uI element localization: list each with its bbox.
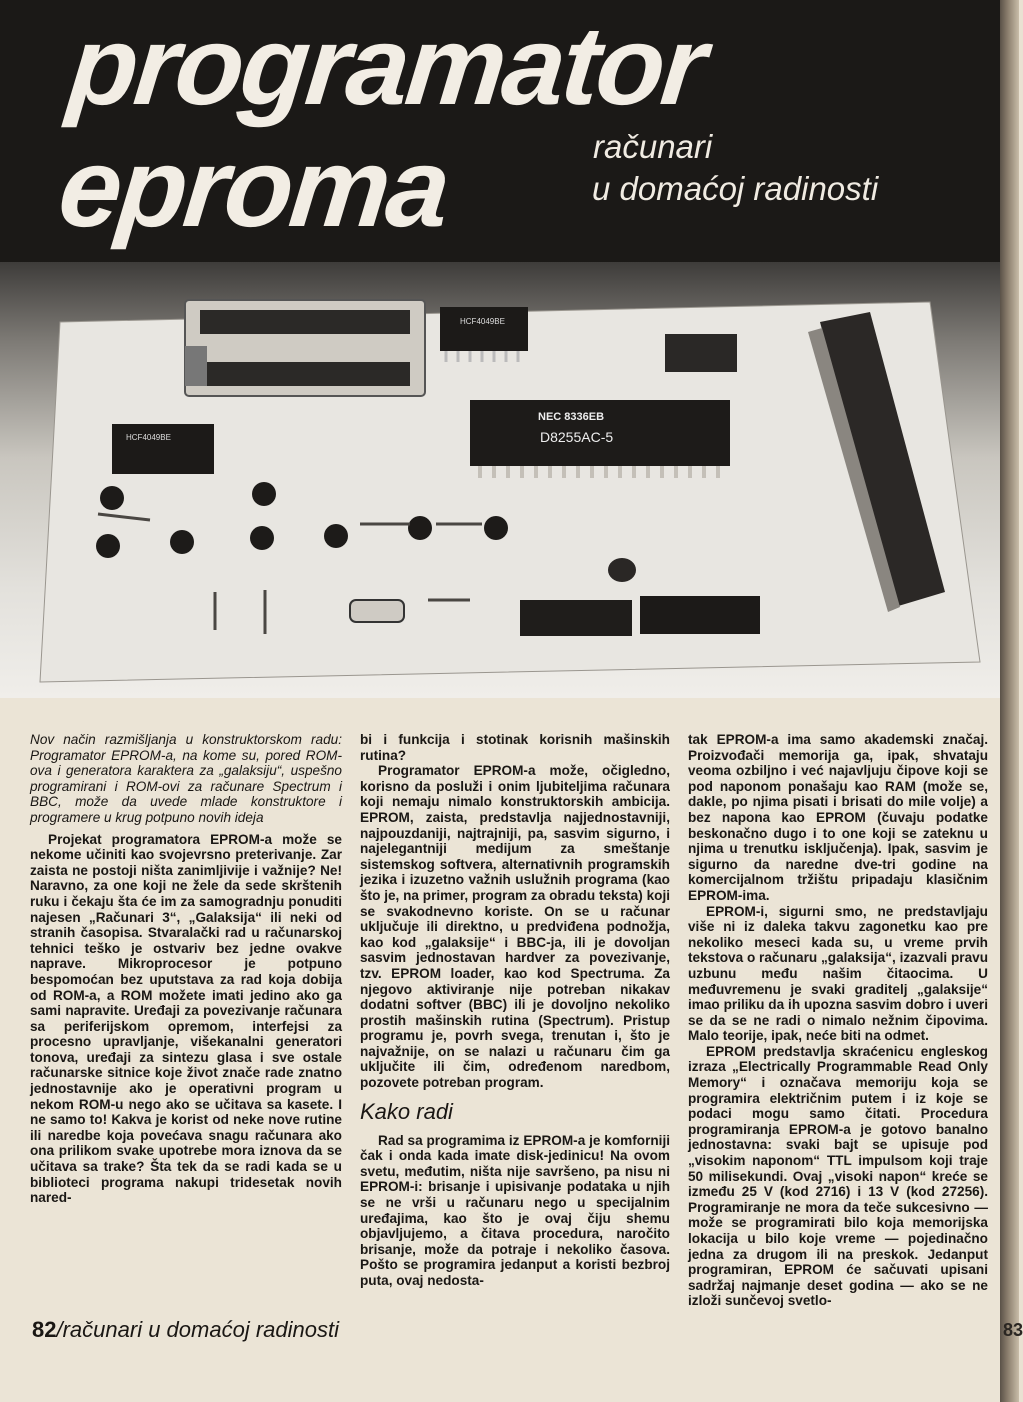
article-paragraph: bi i funkcija i stotinak korisnih mašinskih rutina? [360,732,670,763]
svg-text:HCF4049BE: HCF4049BE [126,433,171,442]
subtitle-line-2: u domaćoj radinosti [592,170,879,207]
article-paragraph: Projekat programatora EPROM-a može se nekome učiniti kao svojevrsno preterivanje. Zar zaista ne postoji ništa zanimljivije i važnije? Ne! Naravno, za one koji ne žele da sede skrštenih ruku i čekaju šta će im za samogradnju ponuditi najesen „Računari 3“, „Galaksija“ ili neki od stranih časopisa. Stvaralački rad u računarskoj tehnici teško je ostvariv bez jedne ovakve naprave. Mikroprocesor je potpuno bespomoćan bez uputstava za rad koja dobija od ROM-a, a ROM možete imati jedino ako ga sami napravite. Uređaji za povezivanje računara sa periferijskom opremom, interfejsi za procesno upravljanje, višekanalni generatori tonova, uređaji za sintezu glasa i sve ostale računarske sitnice koje život znače rade znatno jednostavnije ako je operativni program u nekom ROM-u nego ako se učitava sa kasete. I ne samo to! Kakva je korist od neke nove rutine ili naredbe koja povećava snagu računara ako ona prilikom svake upotrebe mora iznova da se učitava sa trake? Šta tek da se radi kada se u biblioteci programa nakupi tridesetak novih nared- [30,831,342,1206]
title-banner [0,0,1000,262]
article-intro: Nov način razmišljanja u konstruktorskom radu: Programator EPROM-a, na kome su, pored ROM-ova i generatora karaktera za „galaksiju“, uspešno programirani i ROM-ovi za računare Spectrum i BBC, može da uvede mlade konstruktore i programere u krug potpuno novih ideja [30,732,342,825]
article-paragraph: tak EPROM-a ima samo akademski značaj. Proizvođači memorija ga, ipak, shvataju veoma ozbiljno i već najavljuju čipove koji se pod naponom ponašaju kao RAM (može se, dakle, po njima pisati i brisati do mile volje) a bez napona kao EPROM (čuvaju podatke beskonačno dugo i to one koji se zateknu u njima u trenutku isključenja). Ipak, sasvim je sigurno da naredne dve-tri godine na komercijalnom tržištu pripadaju klasičnim EPROM-ima. [688,732,988,903]
title-line-1: programator [63,3,710,128]
subtitle-line-1: računari [593,128,713,165]
page-number: 82 [32,1317,57,1342]
article-paragraph: EPROM predstavlja skraćenicu engleskog izraza „Electrically Programmable Read Only Memory“ i označava memoriju koja se programira električnim putem i iz koje se podaci mogu samo čitati. Procedura programiranja EPROM-a je gotovo banalno jednostavna: svaki bajt se upisuje pod „visokim naponom“ TTL impulsom koji traje 50 milisekundi. Ovaj „visoki napon“ kreće se između 25 V (kod 2716) i 13 V (kod 27256). Programiranje ne mora da teče sukcesivno — može se programirati bilo koja memorijska lokacija u bilo koje vreme — pojedinačno jedna za drugom ili na preskok. Jedanput programiran, EPROM će sačuvati upisani sadržaj najmanje deset godina — ako se ne izloži sunčevoj svetlo- [688,1043,988,1309]
zif-socket [185,300,425,396]
next-page-edge [1000,0,1019,1402]
next-page-number: 83 [1003,1320,1023,1340]
ic-socket-small [665,334,737,372]
ic-chip-hcf-left [112,424,214,474]
article-paragraph: Rad sa programima iz EPROM-a je komforniji čak i onda kada imate disk-jedinicu! Na ovom svetu, međutim, ništa nije savršeno, pa nisu ni EPROM-i: brisanje i upisivanje podataka u njih se ne vrši u računaru nego u specijalnim uređajima, kao što je ovaj čiju shemu objavljujemo, a čitava procedura, naročito brisanje, može da potraje i nekoliko časova. Pošto se programira jedanput a koristi bezbroj puta, ovaj nedosta- [360,1132,670,1288]
title-line-2: eproma [53,125,454,250]
text-column-3 [688,732,988,1309]
ic-chip-bottom-2 [640,596,760,634]
svg-text:HCF4049BE: HCF4049BE [460,317,505,326]
capacitor [608,558,636,582]
ic-chip-bottom-1 [520,600,632,636]
section-heading: Kako radi [360,1098,453,1124]
article-paragraph: Programator EPROM-a može, očigledno, korisno da posluži i onim ljubiteljima računara koji nemaju nimalo konstruktorskih ambicija. EPROM, zaista, predstavlja najjednostavniji, najpouzdaniji, najtrajniji, pa, sasvim sigurno, i najelegantniji medijum za smeštanje sistemskog softvera, alternativnih programskih jezika i izuzetno važnih uslužnih programa (kao što je, na primer, program za obradu teksta) koji se svakodnevno koriste. On se u računar uključuje ili direktno, u predviđena podnožja, kao kod „galaksije“ i BBC-ja, ili je dovoljan sasvim jednostavan hardver za povezivanje, tzv. EPROM loader, kao kod Spectruma. Za njegovo aktiviranje nije potreban nikakav dodatni softver (BBC) ili je dovoljno nekoliko prostih mašinskih rutina (Spectrum). Pristup programu je, povrh svega, trenutan i, što je najvažnije, on se nalazi u računaru čim ga uključite ili čim, određenom naredbom, pozovete potreban program. [360,763,670,1091]
circuit-board-photo [0,262,1000,698]
svg-text:NEC 8336EB: NEC 8336EB [538,411,605,423]
page-footer: 82/računari u domaćoj radinosti [32,1317,339,1342]
crystal-oscillator [350,600,404,622]
text-column-1 [30,732,342,1206]
footer-magazine-name: računari u domaćoj radinosti [62,1317,339,1342]
circuit-board-illustration [0,262,1000,698]
article-paragraph: EPROM-i, sigurni smo, ne predstavljaju više ni iz daleka takvu zagonetku kao pre nekoliko meseci kada su, u vreme prvih tekstova o računaru „galaksija“, izazvali pravu uzbunu među našim čitaocima. U međuvremenu je svaki graditelj „galaksije“ imao priliku da ih upozna sasvim dobro i uveri se da se ne radi o nimalo nežnim čipovima. Malo teorije, ipak, neće biti na odmet. [688,903,988,1044]
svg-text:D8255AC-5: D8255AC-5 [540,429,614,445]
text-column-2 [360,732,670,1289]
